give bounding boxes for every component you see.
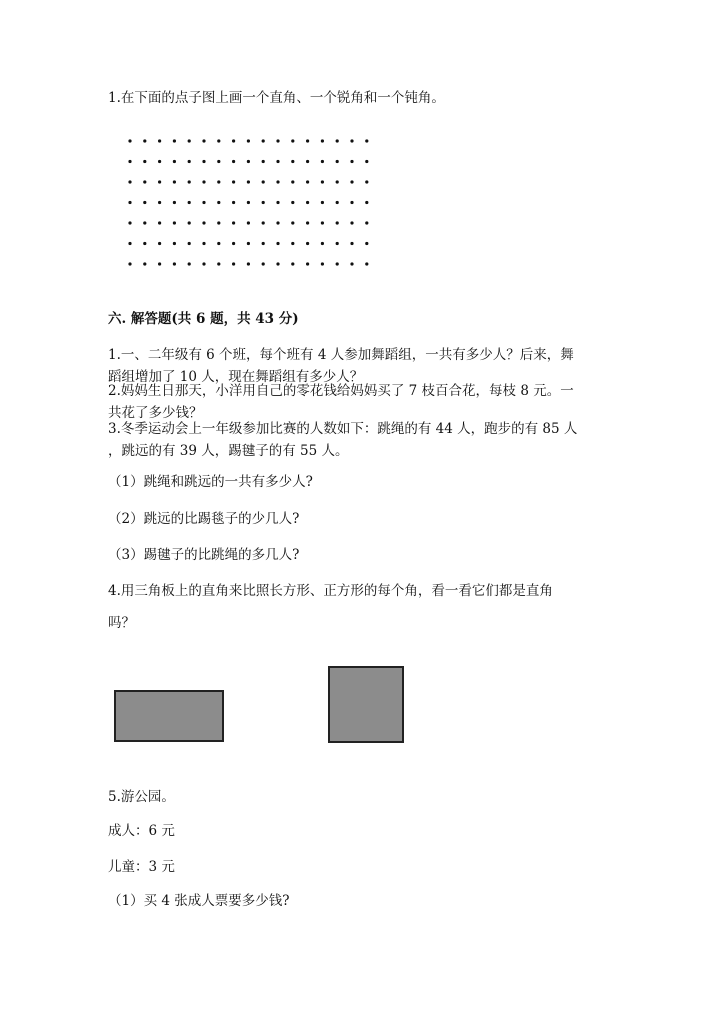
grid-dot <box>158 180 161 183</box>
grid-dot <box>306 221 309 224</box>
grid-dot <box>291 262 294 265</box>
grid-dot <box>217 201 220 204</box>
grid-dot <box>321 262 324 265</box>
grid-dot <box>262 221 265 224</box>
grid-dot <box>262 180 265 183</box>
grid-dot <box>173 160 176 163</box>
grid-dot <box>188 180 191 183</box>
grid-dot <box>276 160 279 163</box>
grid-dot <box>321 180 324 183</box>
grid-dot <box>202 221 205 224</box>
grid-dot <box>336 180 339 183</box>
grid-dot <box>291 139 294 142</box>
grid-dot <box>350 180 353 183</box>
grid-dot <box>276 139 279 142</box>
grid-dot <box>188 160 191 163</box>
grid-dot <box>188 201 191 204</box>
grid-dot <box>276 242 279 245</box>
grid-dot <box>276 262 279 265</box>
grid-dot <box>247 180 250 183</box>
grid-dot <box>247 221 250 224</box>
grid-dot <box>143 139 146 142</box>
grid-dot <box>350 262 353 265</box>
grid-dot <box>217 221 220 224</box>
problem-4-line-2: 吗？ <box>108 615 135 631</box>
grid-dot <box>202 262 205 265</box>
grid-dot <box>336 139 339 142</box>
question-draw-angles: 1.在下面的点子图上画一个直角、一个锐角和一个钝角。 <box>108 90 445 106</box>
grid-dot <box>336 242 339 245</box>
grid-dot <box>232 139 235 142</box>
grid-dot <box>232 160 235 163</box>
grid-dot <box>365 201 368 204</box>
problem-5-title: 5.游公园。 <box>108 789 175 805</box>
grid-dot <box>188 139 191 142</box>
grid-dot <box>321 201 324 204</box>
problem-3-sub-1: （1）跳绳和跳远的一共有多少人? <box>108 474 313 490</box>
grid-dot <box>158 139 161 142</box>
grid-dot <box>143 242 146 245</box>
grid-dot <box>306 139 309 142</box>
grid-dot <box>321 221 324 224</box>
grid-dot <box>217 160 220 163</box>
grid-dot <box>232 242 235 245</box>
grid-dot <box>158 201 161 204</box>
grid-dot <box>173 262 176 265</box>
grid-dot <box>128 180 131 183</box>
grid-dot <box>336 160 339 163</box>
grid-dot <box>291 242 294 245</box>
grid-dot <box>128 262 131 265</box>
grid-dot <box>365 160 368 163</box>
grid-dot <box>232 262 235 265</box>
grid-dot <box>247 262 250 265</box>
problem-3-sub-3: （3）踢毽子的比跳绳的多几人? <box>108 547 300 563</box>
grid-dot <box>247 242 250 245</box>
grid-dot <box>350 139 353 142</box>
grid-dot <box>262 242 265 245</box>
problem-5-adult-price: 成人：6 元 <box>108 823 175 839</box>
grid-dot <box>350 201 353 204</box>
grid-dot <box>173 180 176 183</box>
grid-dot <box>365 242 368 245</box>
grid-dot <box>158 221 161 224</box>
grid-dot <box>247 160 250 163</box>
grid-dot <box>247 201 250 204</box>
grid-dot <box>276 221 279 224</box>
grid-dot <box>143 262 146 265</box>
grid-dot <box>276 201 279 204</box>
grid-dot <box>202 160 205 163</box>
problem-5-sub-1: （1）买 4 张成人票要多少钱? <box>108 893 290 909</box>
grid-dot <box>173 221 176 224</box>
grid-dot <box>306 160 309 163</box>
grid-dot <box>173 201 176 204</box>
grid-dot <box>306 262 309 265</box>
grid-dot <box>128 221 131 224</box>
grid-dot <box>143 201 146 204</box>
grid-dot <box>336 201 339 204</box>
problem-1: 1.一、二年级有 6 个班，每个班有 4 人参加舞蹈组，一共有多少人？后来，舞蹈组增加了 10 人，现在舞蹈组有多少人？ <box>108 347 574 385</box>
grid-dot <box>321 139 324 142</box>
grid-dot <box>173 139 176 142</box>
grid-dot <box>202 201 205 204</box>
grid-dot <box>262 160 265 163</box>
grid-dot <box>188 242 191 245</box>
grid-dot <box>365 221 368 224</box>
grid-dot <box>202 180 205 183</box>
grid-dot <box>350 221 353 224</box>
grid-dot <box>217 242 220 245</box>
grid-dot <box>350 160 353 163</box>
grid-dot <box>158 262 161 265</box>
problem-5-child-price: 儿童：3 元 <box>108 859 175 875</box>
grid-dot <box>276 180 279 183</box>
problem-4-line-1: 4.用三角板上的直角来比照长方形、正方形的每个角，看一看它们都是直角 <box>108 583 553 599</box>
grid-dot <box>365 139 368 142</box>
grid-dot <box>128 201 131 204</box>
grid-dot <box>232 221 235 224</box>
grid-dot <box>291 180 294 183</box>
grid-dot <box>217 139 220 142</box>
grid-dot <box>188 221 191 224</box>
grid-dot <box>202 242 205 245</box>
grid-dot <box>262 139 265 142</box>
problem-3: 3.冬季运动会上一年级参加比赛的人数如下：跳绳的有 44 人，跑步的有 85 人 ，跳远的有 39 人，踢毽子的有 55 人。 <box>108 421 578 459</box>
grid-dot <box>336 221 339 224</box>
grid-dot <box>128 242 131 245</box>
grid-dot <box>350 242 353 245</box>
grid-dot <box>306 180 309 183</box>
grid-dot <box>247 139 250 142</box>
grid-dot <box>306 201 309 204</box>
grid-dot <box>336 262 339 265</box>
grid-dot <box>321 160 324 163</box>
grid-dot <box>173 242 176 245</box>
grid-dot <box>321 242 324 245</box>
grid-dot <box>143 180 146 183</box>
grid-dot <box>365 180 368 183</box>
grid-dot <box>291 160 294 163</box>
grid-dot <box>262 201 265 204</box>
grid-dot <box>158 160 161 163</box>
grid-dot <box>143 160 146 163</box>
grid-dot <box>158 242 161 245</box>
grid-dot <box>128 139 131 142</box>
grid-dot <box>202 139 205 142</box>
grid-dot <box>232 180 235 183</box>
grid-dot <box>262 262 265 265</box>
grid-dot <box>291 221 294 224</box>
grid-dot <box>217 180 220 183</box>
grid-dot <box>291 201 294 204</box>
grid-dot <box>306 242 309 245</box>
grid-dot <box>217 262 220 265</box>
square-shape <box>328 666 404 743</box>
grid-dot <box>188 262 191 265</box>
grid-dot <box>143 221 146 224</box>
problem-3-sub-2: （2）跳远的比踢毯子的少几人? <box>108 511 300 527</box>
section-title: 六. 解答题(共 6 题，共 43 分) <box>108 311 299 327</box>
problem-2: 2.妈妈生日那天，小洋用自己的零花钱给妈妈买了 7 枝百合花，每枝 8 元。一共花了多少钱？ <box>108 383 574 421</box>
grid-dot <box>128 160 131 163</box>
rectangle-shape <box>114 690 224 742</box>
grid-dot <box>232 201 235 204</box>
dot-grid[interactable] <box>120 130 380 270</box>
grid-dot <box>365 262 368 265</box>
